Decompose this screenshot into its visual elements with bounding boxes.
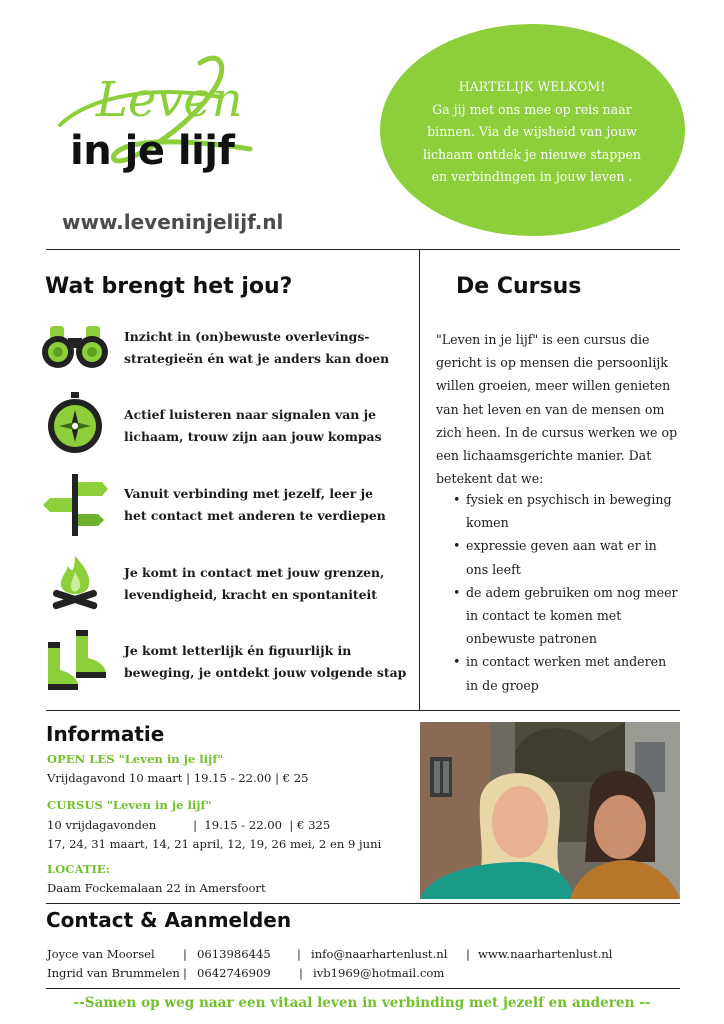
course-list [440,488,702,697]
website-url[interactable]: www.leveninjelijf.nl [62,210,284,234]
benefit-item [124,483,424,527]
course-item-line: expressie geven aan wat er in [466,538,657,554]
bullet-icon: • [453,492,461,507]
benefit-line: Je komt in contact met jouw grenzen, [124,565,385,580]
cursus-details: 10 vrijdagavonden | 19.15 - 22.00 | € 325 [47,818,331,832]
benefit-item [124,404,424,448]
separator: | [183,966,187,980]
course-intro-line: gericht is op mensen die persoonlijk [436,355,668,371]
locatie-label: LOCATIE: [47,862,111,876]
contact-email[interactable]: ivb1969@hotmail.com [313,966,445,980]
benefit-line: lichaam, trouw zijn aan jouw kompas [124,429,382,444]
locatie-address: Daam Fockemalaan 22 in Amersfoort [47,881,266,895]
contact-website[interactable]: www.naarhartenlust.nl [478,947,613,961]
course-item-line: komen [466,515,509,531]
course-intro-line: willen groeien, meer willen genieten [436,378,671,394]
benefit-line: Je komt letterlijk én figuurlijk in [124,643,352,658]
benefit-item [124,326,424,370]
logo-word: Leven [96,72,243,128]
course-intro [436,328,702,490]
benefit-line: levendigheid, kracht en spontaniteit [124,587,377,602]
contact-phone[interactable]: 0642746909 [197,966,271,980]
benefit-line: Inzicht in (on)bewuste overlevings- [124,329,370,344]
course-intro-line: zich heen. In de cursus werken we op [436,424,678,440]
welcome-line: binnen. Via de wijsheid van jouw [427,124,637,139]
benefit-line: Vanuit verbinding met jezelf, leer je [124,486,374,501]
bullet-icon: • [453,584,461,600]
cursus-label: CURSUS "Leven in je lijf" [47,798,212,812]
benefits-title: Wat brengt het jou? [45,274,293,299]
course-intro-line: betekent dat we: [436,471,544,487]
benefit-line: beweging, je ontdekt jouw volgende stap [124,665,407,680]
contact-name: Joyce van Moorsel [47,947,155,961]
course-item-line: fysiek en psychisch in beweging [466,492,672,507]
separator: | [297,947,301,961]
contact-email[interactable]: info@naarhartenlust.nl [311,947,448,961]
course-item-line: in de groep [466,677,539,693]
course-title: De Cursus [456,274,582,299]
divider-top [46,249,680,250]
info-title: Informatie [46,722,165,746]
binoculars-icon [40,318,110,380]
divider-contact [46,903,680,904]
compass-icon [40,392,110,454]
course-intro-line: een lichaamsgerichte manier. Dat [436,448,652,464]
welcome-line: Ga jij met ons mee op reis naar [432,101,632,117]
separator: | [299,966,303,980]
course-item-line: de adem gebruiken om nog meer [466,584,678,600]
course-intro-line: van het leven en van de mensen om [436,401,665,417]
campfire-icon [40,552,110,614]
course-list-item [440,650,702,696]
divider-bottom [46,988,680,989]
course-item-line: in contact te komen met [466,608,622,624]
welcome-message [408,76,656,189]
course-item-line: in contact werken met anderen [466,654,667,670]
benefit-line: strategieën én wat je anders kan doen [124,351,390,366]
open-les-details: Vrijdagavond 10 maart | 19.15 - 22.00 | € 25 [47,771,309,785]
welcome-line: lichaam ontdek je nieuwe stappen [422,146,642,162]
contact-name: Ingrid van Brummelen [47,966,180,980]
benefit-item [124,640,424,684]
separator: | [183,947,187,961]
contact-title: Contact & Aanmelden [46,908,292,932]
benefit-item [124,562,424,606]
logo-subtitle: in je lijf [70,128,235,174]
course-list-item [440,534,702,580]
photo-two-women [420,722,680,899]
benefit-line: Actief luisteren naar signalen van je [124,407,376,422]
signpost-icon [40,474,110,536]
bullet-icon: • [453,538,461,554]
separator: | [466,947,470,961]
course-item-line: ons leeft [466,561,521,577]
course-list-item [440,488,702,534]
contact-phone[interactable]: 0613986445 [197,947,271,961]
course-intro-line: "Leven in je lijf" is een cursus die [436,332,650,347]
open-les-label: OPEN LES "Leven in je lijf" [47,752,224,766]
benefit-line: het contact met anderen te verdiepen [124,508,386,523]
hiking-boots-icon [40,628,110,690]
course-item-line: onbewuste patronen [466,631,597,647]
course-list-item [440,581,702,651]
cursus-dates: 17, 24, 31 maart, 14, 21 april, 12, 19, 26 mei, 2 en 9 juni [47,837,382,851]
welcome-line: HARTELIJK WELKOM! [458,79,606,94]
footer-slogan: --Samen op weg naar een vitaal leven in verbinding met jezelf en anderen -- [73,995,651,1011]
bullet-icon: • [453,654,461,670]
divider-middle [46,710,680,711]
welcome-line: en verbindingen in jouw leven . [431,169,633,184]
